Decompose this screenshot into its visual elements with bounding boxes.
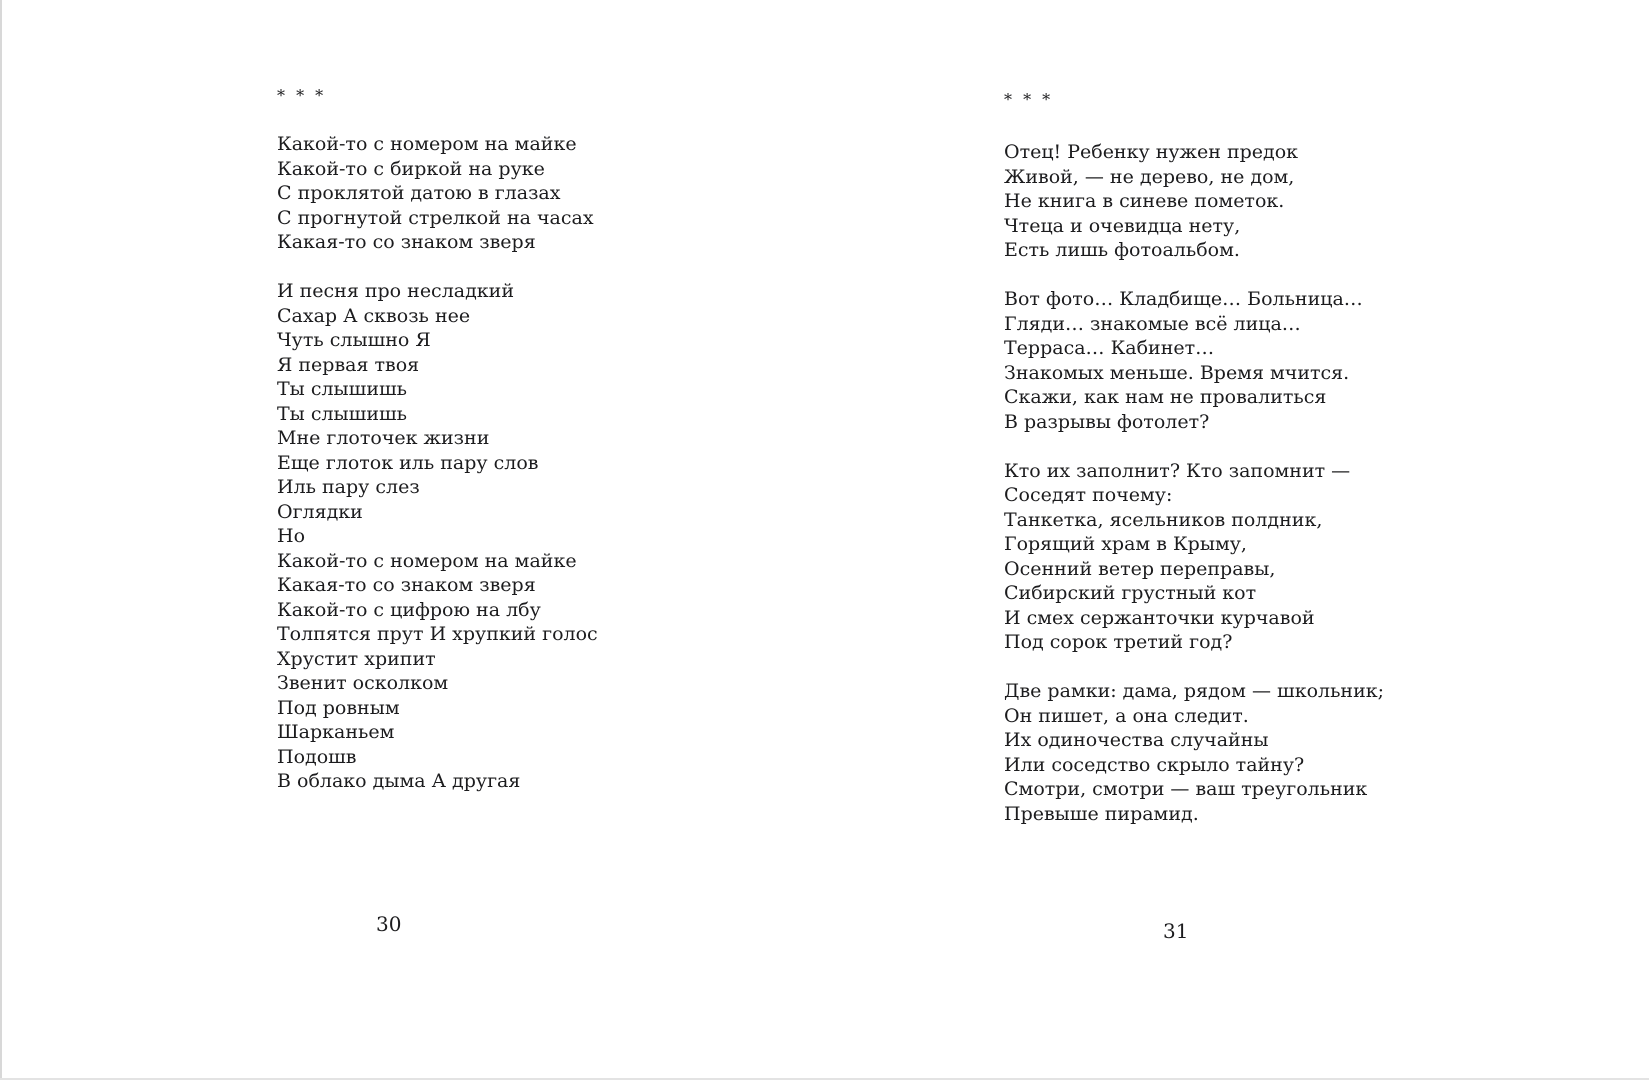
poem-line: Подошв bbox=[277, 745, 357, 768]
poem-line: Превыше пирамид. bbox=[1004, 802, 1199, 825]
stanza bbox=[277, 132, 598, 255]
poem-line: Какой-то с номером на майке bbox=[277, 133, 577, 155]
poem-line: Но bbox=[277, 525, 306, 547]
poem-line: Какой-то с номером на майке bbox=[277, 549, 577, 572]
poem-line: Гляди… знакомые всё лица… bbox=[1004, 312, 1301, 335]
poem-line: Ты слышишь bbox=[277, 378, 408, 400]
stanza bbox=[1004, 679, 1384, 826]
poem-line: Терраса… Кабинет… bbox=[1004, 337, 1215, 359]
poem-line: Танкетка, ясельников полдник, bbox=[1004, 508, 1323, 531]
stanza bbox=[1004, 140, 1384, 263]
poem-line: Под ровным bbox=[277, 696, 400, 719]
poem-line: И песня про несладкий bbox=[277, 280, 514, 302]
page-number: 30 bbox=[376, 912, 402, 936]
poem-line: Чтеца и очевидца нету, bbox=[1004, 214, 1241, 237]
poem-line: Сахар А сквозь нее bbox=[277, 304, 471, 327]
poem-line: Или соседство скрыло тайну? bbox=[1004, 753, 1305, 776]
poem-line: Какой-то с цифрою на лбу bbox=[277, 598, 541, 621]
poem-line: Шарканьем bbox=[277, 721, 395, 743]
poem-line: Какая-то со знаком зверя bbox=[277, 231, 536, 253]
poem-line: В облако дыма А другая bbox=[277, 770, 521, 792]
poem-line: Скажи, как нам не провалиться bbox=[1004, 386, 1327, 408]
poem-line: Чуть слышно Я bbox=[277, 329, 431, 351]
poem-line: Сибирский грустный кот bbox=[1004, 582, 1257, 604]
stanza bbox=[277, 279, 598, 794]
poem-line: Соседят почему: bbox=[1004, 484, 1173, 506]
poem-line: Кто их заполнит? Кто запомнит — bbox=[1004, 459, 1351, 482]
poem-line: Он пишет, а она следит. bbox=[1004, 704, 1249, 727]
poem-line: Под сорок третий год? bbox=[1004, 631, 1233, 653]
page-number: 31 bbox=[1163, 919, 1189, 943]
poem-line: Осенний ветер переправы, bbox=[1004, 557, 1276, 580]
stanza bbox=[1004, 459, 1384, 655]
poem-line: Знакомых меньше. Время мчится. bbox=[1004, 361, 1350, 384]
scan-edge-left bbox=[0, 0, 2, 1080]
poem-line: Хрустит хрипит bbox=[277, 647, 436, 670]
poem-line: В разрывы фотолет? bbox=[1004, 410, 1210, 433]
poem-line: Еще глоток иль пару слов bbox=[277, 451, 539, 474]
poem-line: Иль пару слез bbox=[277, 476, 420, 498]
poem-line: С проклятой датою в глазах bbox=[277, 182, 561, 204]
poem-line: Мне глоточек жизни bbox=[277, 427, 490, 449]
poem-line: Какая-то со знаком зверя bbox=[277, 574, 536, 596]
page-right bbox=[1004, 0, 1444, 1080]
poem-body bbox=[277, 132, 598, 794]
poem-line: Есть лишь фотоальбом. bbox=[1004, 239, 1240, 261]
poem-line: Толпятся прут И хрупкий голос bbox=[277, 623, 598, 645]
poem-line: С прогнутой стрелкой на часах bbox=[277, 206, 594, 229]
poem-line: Какой-то с биркой на руке bbox=[277, 157, 545, 180]
poem-header: * * * bbox=[277, 86, 327, 105]
poem-line: Оглядки bbox=[277, 500, 363, 523]
poem-line: И смех сержанточки курчавой bbox=[1004, 606, 1315, 629]
poem-line: Ты слышишь bbox=[277, 402, 408, 425]
poem-line: Их одиночества случайны bbox=[1004, 729, 1269, 751]
poem-line: Звенит осколком bbox=[277, 672, 449, 694]
poem-header: * * * bbox=[1004, 90, 1054, 109]
stanza bbox=[1004, 287, 1384, 434]
page-left bbox=[277, 0, 717, 1080]
poem-line: Смотри, смотри — ваш треугольник bbox=[1004, 778, 1368, 800]
poem-body bbox=[1004, 140, 1384, 826]
poem-line: Не книга в синеве пометок. bbox=[1004, 190, 1285, 212]
poem-line: Отец! Ребенку нужен предок bbox=[1004, 141, 1299, 163]
poem-line: Я первая твоя bbox=[277, 353, 420, 376]
poem-line: Горящий храм в Крыму, bbox=[1004, 533, 1247, 555]
poem-line: Вот фото… Кладбище… Больница… bbox=[1004, 288, 1363, 310]
poem-line: Живой, — не дерево, не дом, bbox=[1004, 165, 1295, 188]
poem-line: Две рамки: дама, рядом — школьник; bbox=[1004, 680, 1385, 702]
